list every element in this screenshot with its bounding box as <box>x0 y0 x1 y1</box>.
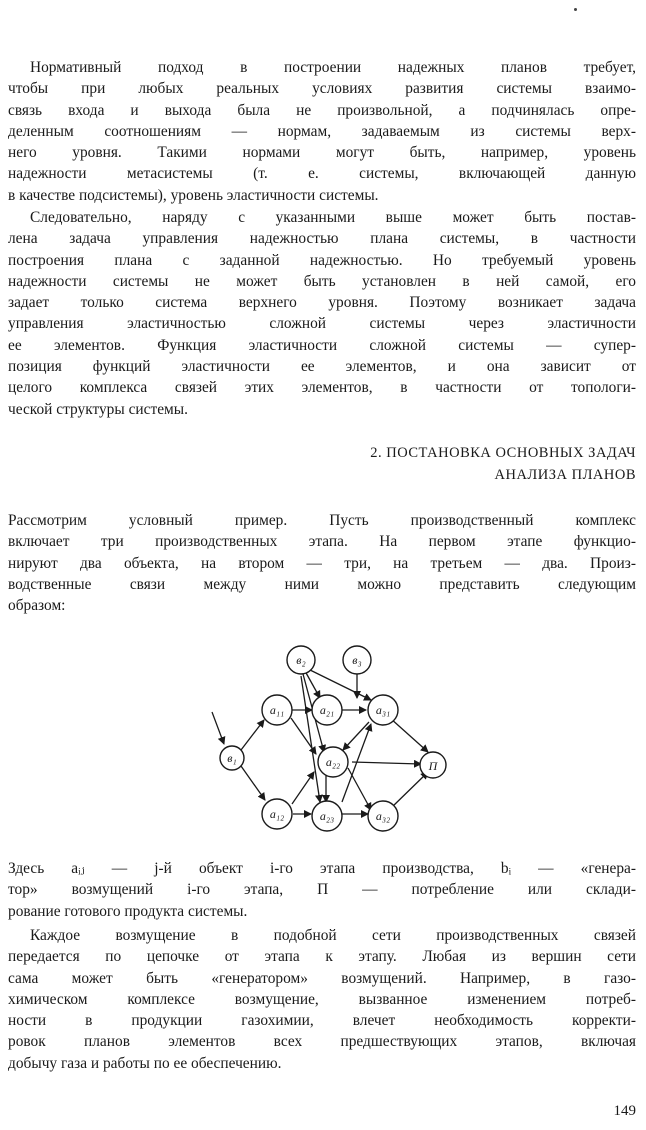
text-line: деленным соотношениям — нормам, задаваемым из системы верх- <box>8 122 636 140</box>
print-speck <box>574 8 577 11</box>
paragraph-disturbance <box>8 925 636 1074</box>
page-number: 149 <box>613 1103 636 1119</box>
node-label: a₂₂ <box>325 755 341 769</box>
heading-line: АНАЛИЗА ПЛАНОВ <box>494 467 636 483</box>
production-network-diagram <box>190 640 480 840</box>
edge <box>343 722 369 750</box>
text-line: надежности метасистемы (т. е. системы, включающей данную <box>8 165 636 183</box>
text-line: Нормативный подход в построении надежных планов требует, <box>30 59 636 76</box>
node-label: в₁ <box>227 751 237 765</box>
node-label: a₂₁ <box>319 703 335 717</box>
node-label: в₃ <box>352 653 362 667</box>
node-label: a₂₃ <box>319 809 335 823</box>
paragraph-example <box>8 510 636 616</box>
text-line: ности в продукции газохимии, влечет необходимость корректи- <box>8 1012 636 1030</box>
text-line: ровок планов элементов всех предшествующих этапов, включая <box>8 1033 636 1051</box>
edge <box>305 671 320 698</box>
section-heading <box>236 442 636 486</box>
node-label: a₃₁ <box>375 703 391 717</box>
node-label: a₃₂ <box>375 809 391 823</box>
text-line: задает только система верхнего уровня. Поэтому возникает задача <box>8 294 636 312</box>
text-line: нируют два объекта, на втором — три, на третьем — два. Произ- <box>8 554 636 572</box>
paragraph-legend <box>8 858 636 922</box>
text-line: Каждое возмущение в подобной сети производственных связей <box>30 927 636 944</box>
text-line: позиция функций эластичности ее элементов, и она зависит от <box>8 358 636 376</box>
node-label: в₂ <box>296 653 306 667</box>
text-line: него уровня. Такими нормами могут быть, например, уровень <box>8 144 636 162</box>
text-line: Следовательно, наряду с указанными выше может быть постав- <box>30 209 636 226</box>
node-labels <box>227 653 438 823</box>
node-label: a₁₁ <box>269 703 285 717</box>
text-line: рование готового продукта системы. <box>8 902 248 920</box>
network-edges <box>212 668 428 814</box>
text-line: чтобы при любых реальных условиях развития системы взаимо- <box>8 80 636 98</box>
node-label: П <box>428 759 438 773</box>
paragraph-normative <box>8 57 636 206</box>
edge <box>292 772 314 804</box>
text-line: сама может быть «генератором» возмущений. Например, в газо- <box>8 969 636 987</box>
edge <box>301 676 320 802</box>
text-line: передается по цепочке от этапа к этапу. Любая из вершин сети <box>8 948 636 966</box>
text-line: лена задача управления надежностью плана системы, в частности <box>8 230 636 248</box>
edge <box>241 766 265 800</box>
paragraph-consequently <box>8 207 636 420</box>
edge <box>348 768 371 810</box>
text-line: надежности системы не может быть установлен в ней самой, его <box>8 272 636 290</box>
text-line: управления эластичностью сложной системы через эластичности <box>8 315 636 333</box>
text-line: Рассмотрим условный пример. Пусть производственный комплекс <box>8 512 636 529</box>
text-line: целого комплекса связей этих элементов, в частности от топологи- <box>8 379 636 397</box>
text-line: водственные связи между ними можно представить следующим <box>8 575 636 593</box>
text-line: построения плана с заданной надежностью. Но требуемый уровень <box>8 251 636 269</box>
edge <box>391 772 428 808</box>
text-line: в качестве подсистемы), уровень эластичности системы. <box>8 186 379 204</box>
text-line: включает три производственных этапа. На первом этапе функцио- <box>8 533 636 551</box>
edge <box>352 762 421 764</box>
text-line: химическом комплексе возмущение, вызванное изменением потреб- <box>8 990 636 1008</box>
edge <box>212 712 224 744</box>
heading-line: 2. ПОСТАНОВКА ОСНОВНЫХ ЗАДАЧ <box>370 445 636 461</box>
edge <box>241 720 264 750</box>
text-line: связь входа и выхода была не произвольной, а подчинялась опре- <box>8 101 636 119</box>
text-line: ее элементов. Функция эластичности сложной системы — супер- <box>8 336 636 354</box>
text-line: добычу газа и работы по ее обеспечению. <box>8 1054 282 1072</box>
node-label: a₁₂ <box>269 807 285 821</box>
text-line: образом: <box>8 597 66 615</box>
text-line: Здесь aᵢⱼ — j-й объект i-го этапа производства, bᵢ — «генера- <box>8 860 636 877</box>
edge <box>390 718 428 752</box>
text-line: ческой структуры системы. <box>8 400 188 418</box>
text-line: тор» возмущений i-го этапа, П — потребление или склади- <box>8 881 636 899</box>
